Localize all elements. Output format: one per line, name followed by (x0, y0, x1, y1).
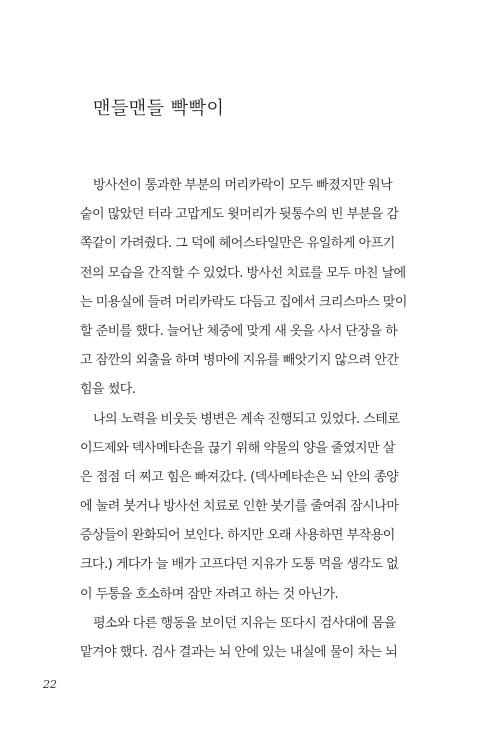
text-line: 할 준비를 했다. 늘어난 체중에 맞게 새 옷을 사서 단장을 하 (80, 323, 398, 339)
text-line: 나의 노력을 비웃듯 병변은 계속 진행되고 있었다. 스테로 (93, 411, 400, 427)
text-line: 이 두통을 호소하며 잠만 자려고 하는 것 아닌가. (80, 586, 339, 602)
text-line: 쪽같이 가려줬다. 그 덕에 헤어스타일만은 유일하게 아프기 (80, 236, 395, 252)
text-line: 증상들이 완화되어 보인다. 하지만 오래 사용하면 부작용이 (80, 528, 395, 544)
text-line: 힘을 썼다. (80, 382, 136, 398)
text-line: 전의 모습을 간직할 수 있었다. 방사선 치료를 모두 마친 날에 (80, 265, 406, 281)
text-line: 맡겨야 했다. 검사 결과는 뇌 안에 있는 내실에 물이 차는 뇌 (80, 645, 398, 660)
chapter-title: 맨들맨들 빡빡이 (93, 98, 225, 119)
text-line: 평소와 다른 행동을 보이던 지유는 또다시 검사대에 몸을 (93, 615, 396, 631)
text-line: 숱이 많았던 터라 고맙게도 윗머리가 뒷통수의 빈 부분을 감 (80, 207, 399, 223)
text-line: 방사선이 통과한 부분의 머리카락이 모두 빠졌지만 워낙 (93, 178, 393, 193)
body-text (80, 171, 432, 667)
text-line: 이드제와 덱사메타손을 끊기 위해 약물의 양을 줄였지만 살 (80, 440, 395, 456)
text-line: 는 미용실에 들려 머리카락도 다듬고 집에서 크리스마스 맞이 (80, 294, 407, 310)
text-line: 크다.) 게다가 늘 배가 고프다던 지유가 도통 먹을 생각도 없 (80, 557, 399, 573)
text-line: 은 점점 더 찌고 힘은 빠져갔다. (덱사메타손은 뇌 안의 종양 (80, 469, 399, 485)
text-line: 고 잠깐의 외출을 하며 병마에 지유를 빼앗기지 않으려 안간 (80, 353, 399, 369)
page-number: 22 (43, 678, 57, 691)
text-line: 에 눌려 붓거나 방사선 치료로 인한 붓기를 줄여줘 잠시나마 (80, 499, 399, 515)
